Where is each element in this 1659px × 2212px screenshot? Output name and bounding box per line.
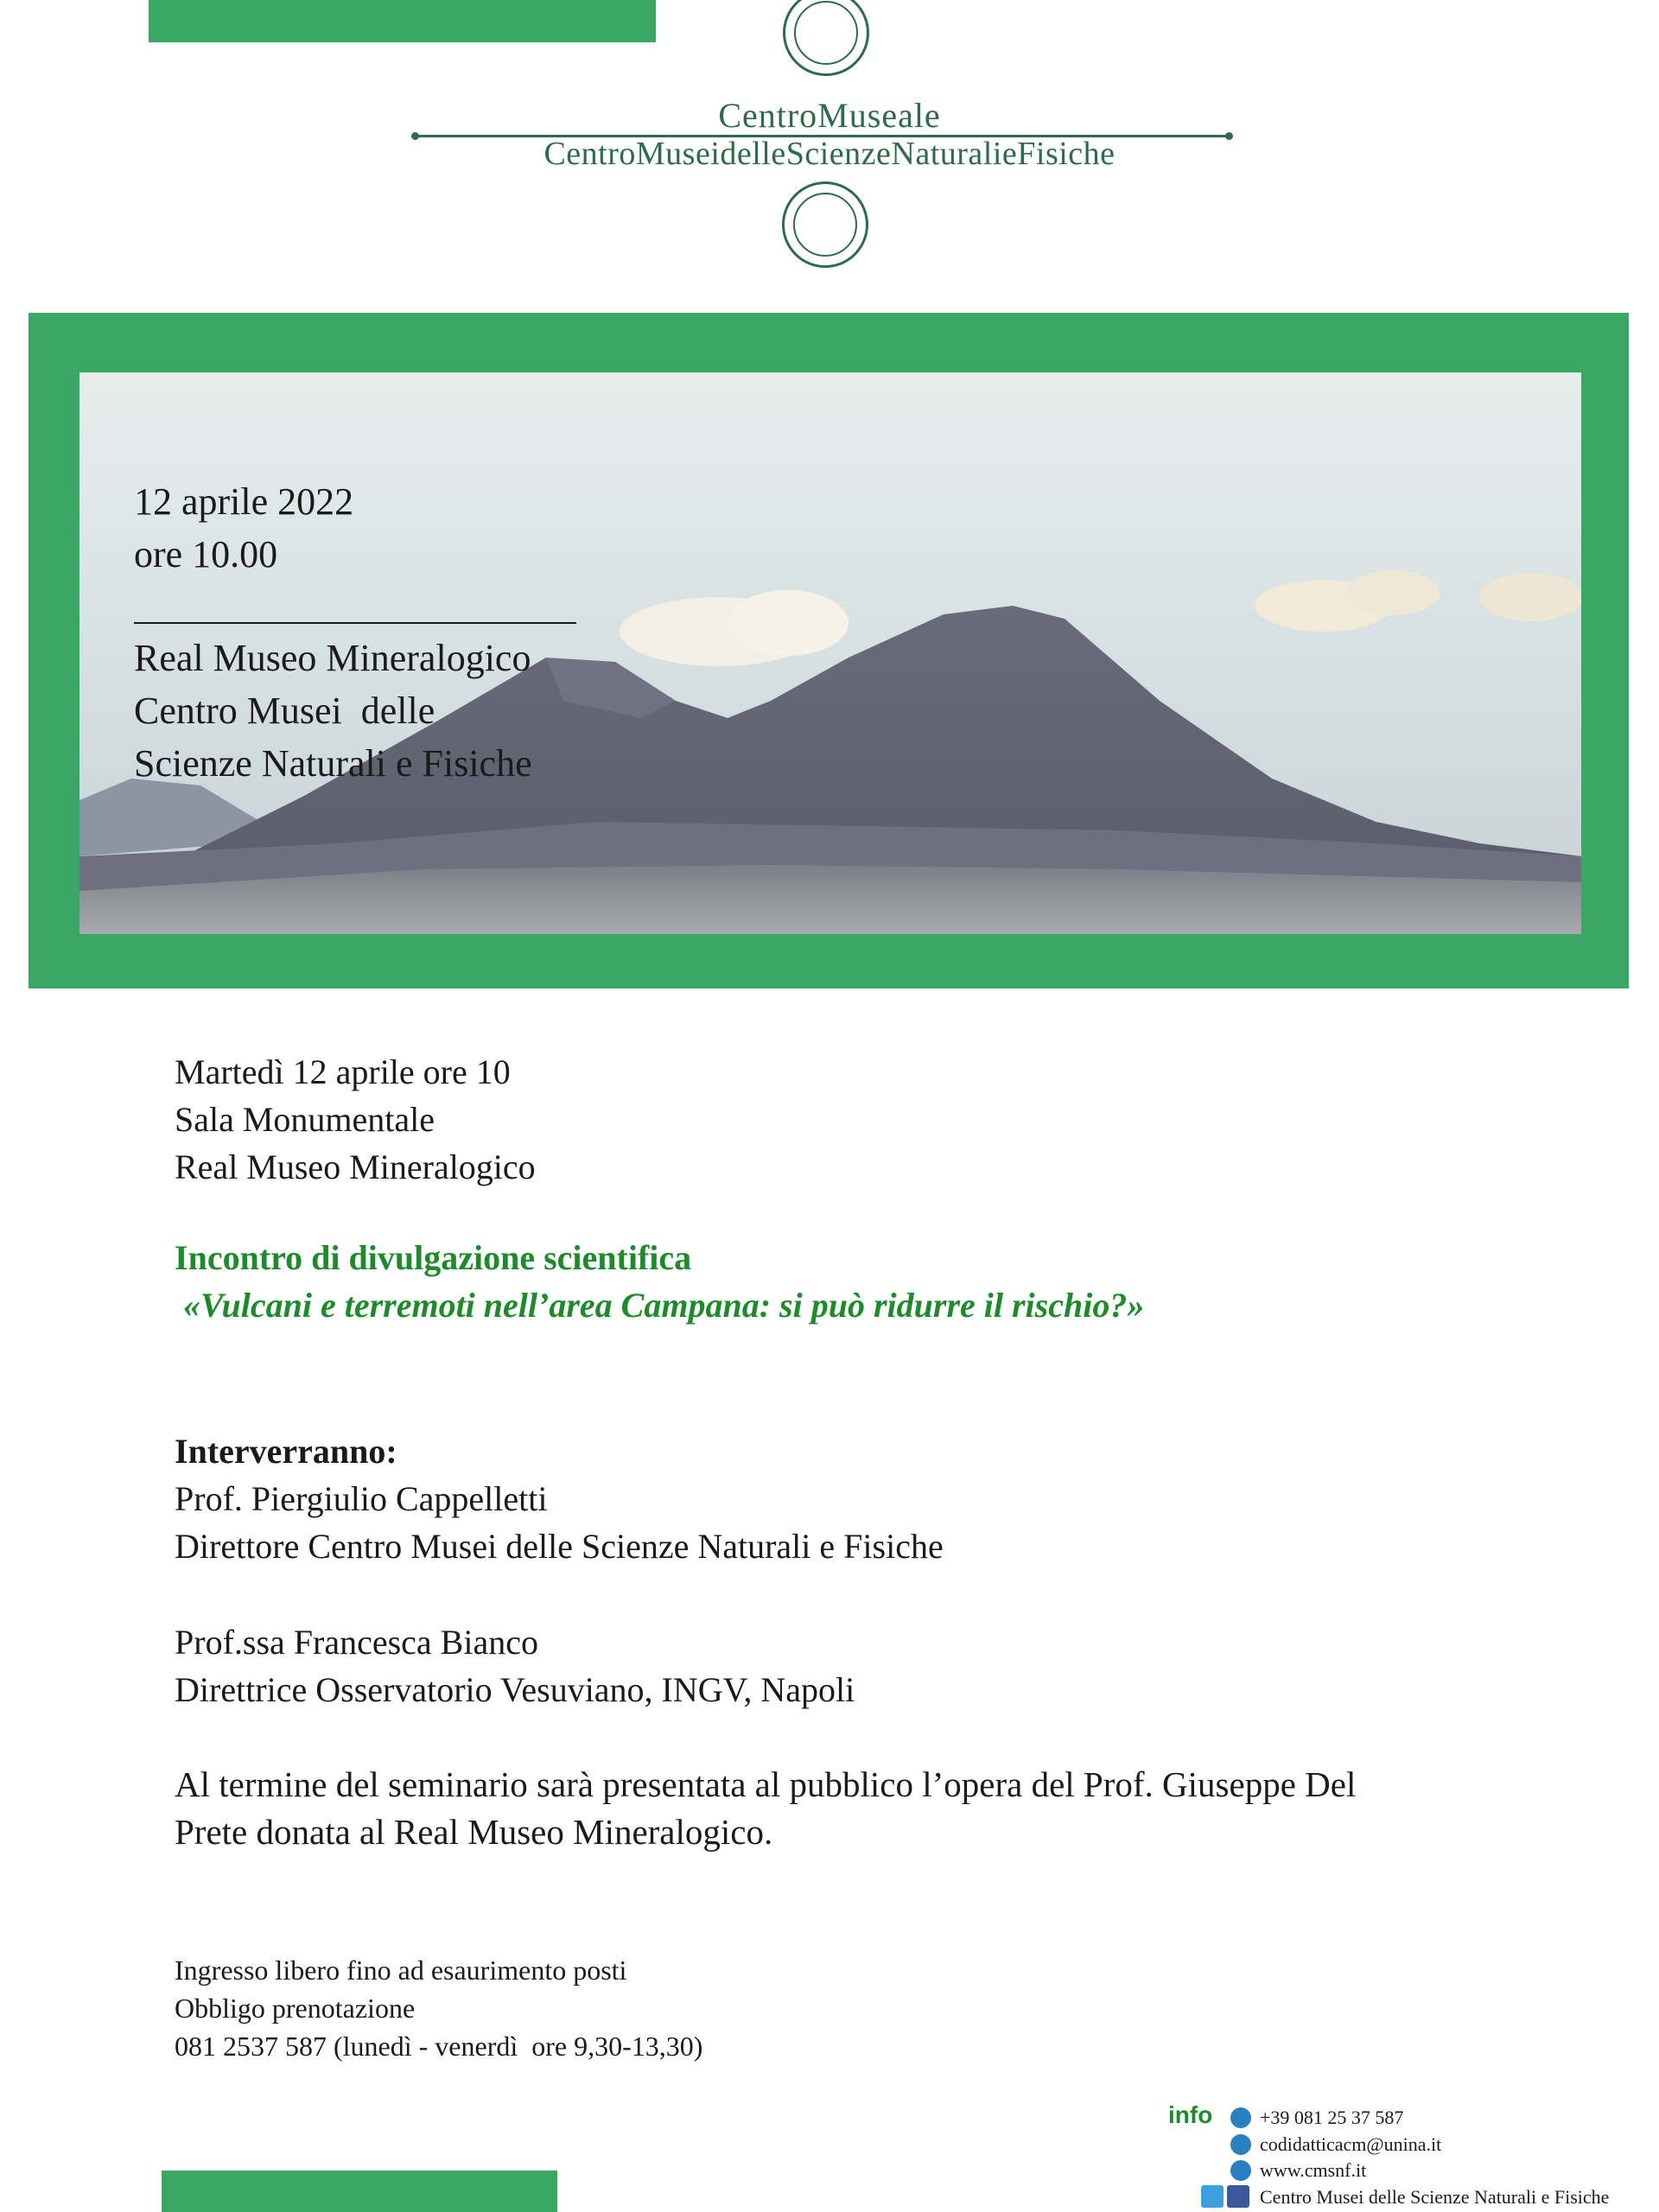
event-title: «Vulcani e terremoti nell’area Campana: si può ridurre il rischio?»	[183, 1286, 1145, 1325]
speaker-name: Prof. Piergiulio Cappelletti	[175, 1479, 548, 1518]
top-accent-bar	[149, 0, 656, 42]
speaker-name: Prof.ssa Francesca Bianco	[175, 1623, 538, 1662]
globe-icon	[1230, 2160, 1251, 2181]
hero-venue-line2: Centro Musei delle	[134, 690, 435, 732]
event-type: Incontro di divulgazione scientifica	[175, 1238, 692, 1277]
speaker-role: Direttrice Osservatorio Vesuviano, INGV, Napoli	[175, 1670, 855, 1709]
info-phone: +39 081 25 37 587	[1260, 2107, 1404, 2128]
museum-seal-icon	[782, 181, 868, 268]
info-website[interactable]: www.cmsnf.it	[1260, 2159, 1367, 2181]
event-room: Sala Monumentale	[175, 1100, 435, 1139]
logo-title: CentroMuseale	[718, 96, 941, 135]
bottom-accent-bar	[162, 2171, 557, 2212]
hero-venue-line1: Real Museo Mineralogico	[134, 637, 531, 679]
admission-line1: Ingresso libero fino ad esaurimento posti	[175, 1955, 627, 1986]
event-museum: Real Museo Mineralogico	[175, 1147, 536, 1186]
speakers-heading: Interverranno:	[175, 1432, 397, 1471]
admission-line2: Obbligo prenotazione	[175, 1993, 416, 2024]
logo-subtitle: CentroMuseidelleScienzeNaturalieFisiche	[543, 136, 1116, 172]
hero-date: 12 aprile 2022	[134, 480, 354, 523]
info-social: Centro Musei delle Scienze Naturali e Fisiche	[1260, 2186, 1610, 2208]
facebook-icon[interactable]	[1227, 2185, 1249, 2208]
speaker-role: Direttore Centro Musei delle Scienze Naturali e Fisiche	[175, 1527, 944, 1566]
event-datetime: Martedì 12 aprile ore 10	[175, 1052, 511, 1091]
twitter-icon[interactable]	[1201, 2185, 1224, 2208]
closing-line1: Al termine del seminario sarà presentata al pubblico l’opera del Prof. Giuseppe Del	[175, 1764, 1357, 1804]
info-label: info	[1168, 2101, 1213, 2128]
info-email[interactable]: codidatticacm@unina.it	[1260, 2133, 1442, 2155]
university-seal-icon	[783, 0, 869, 76]
hero-divider	[134, 622, 576, 624]
admission-line3: 081 2537 587 (lunedì - venerdì ore 9,30-13,30)	[175, 2031, 703, 2062]
hero-venue-line3: Scienze Naturali e Fisiche	[134, 742, 532, 785]
hero-time: ore 10.00	[134, 533, 278, 575]
email-icon	[1230, 2134, 1251, 2155]
closing-line2: Prete donata al Real Museo Mineralogico.	[175, 1812, 773, 1852]
phone-icon	[1230, 2107, 1251, 2128]
